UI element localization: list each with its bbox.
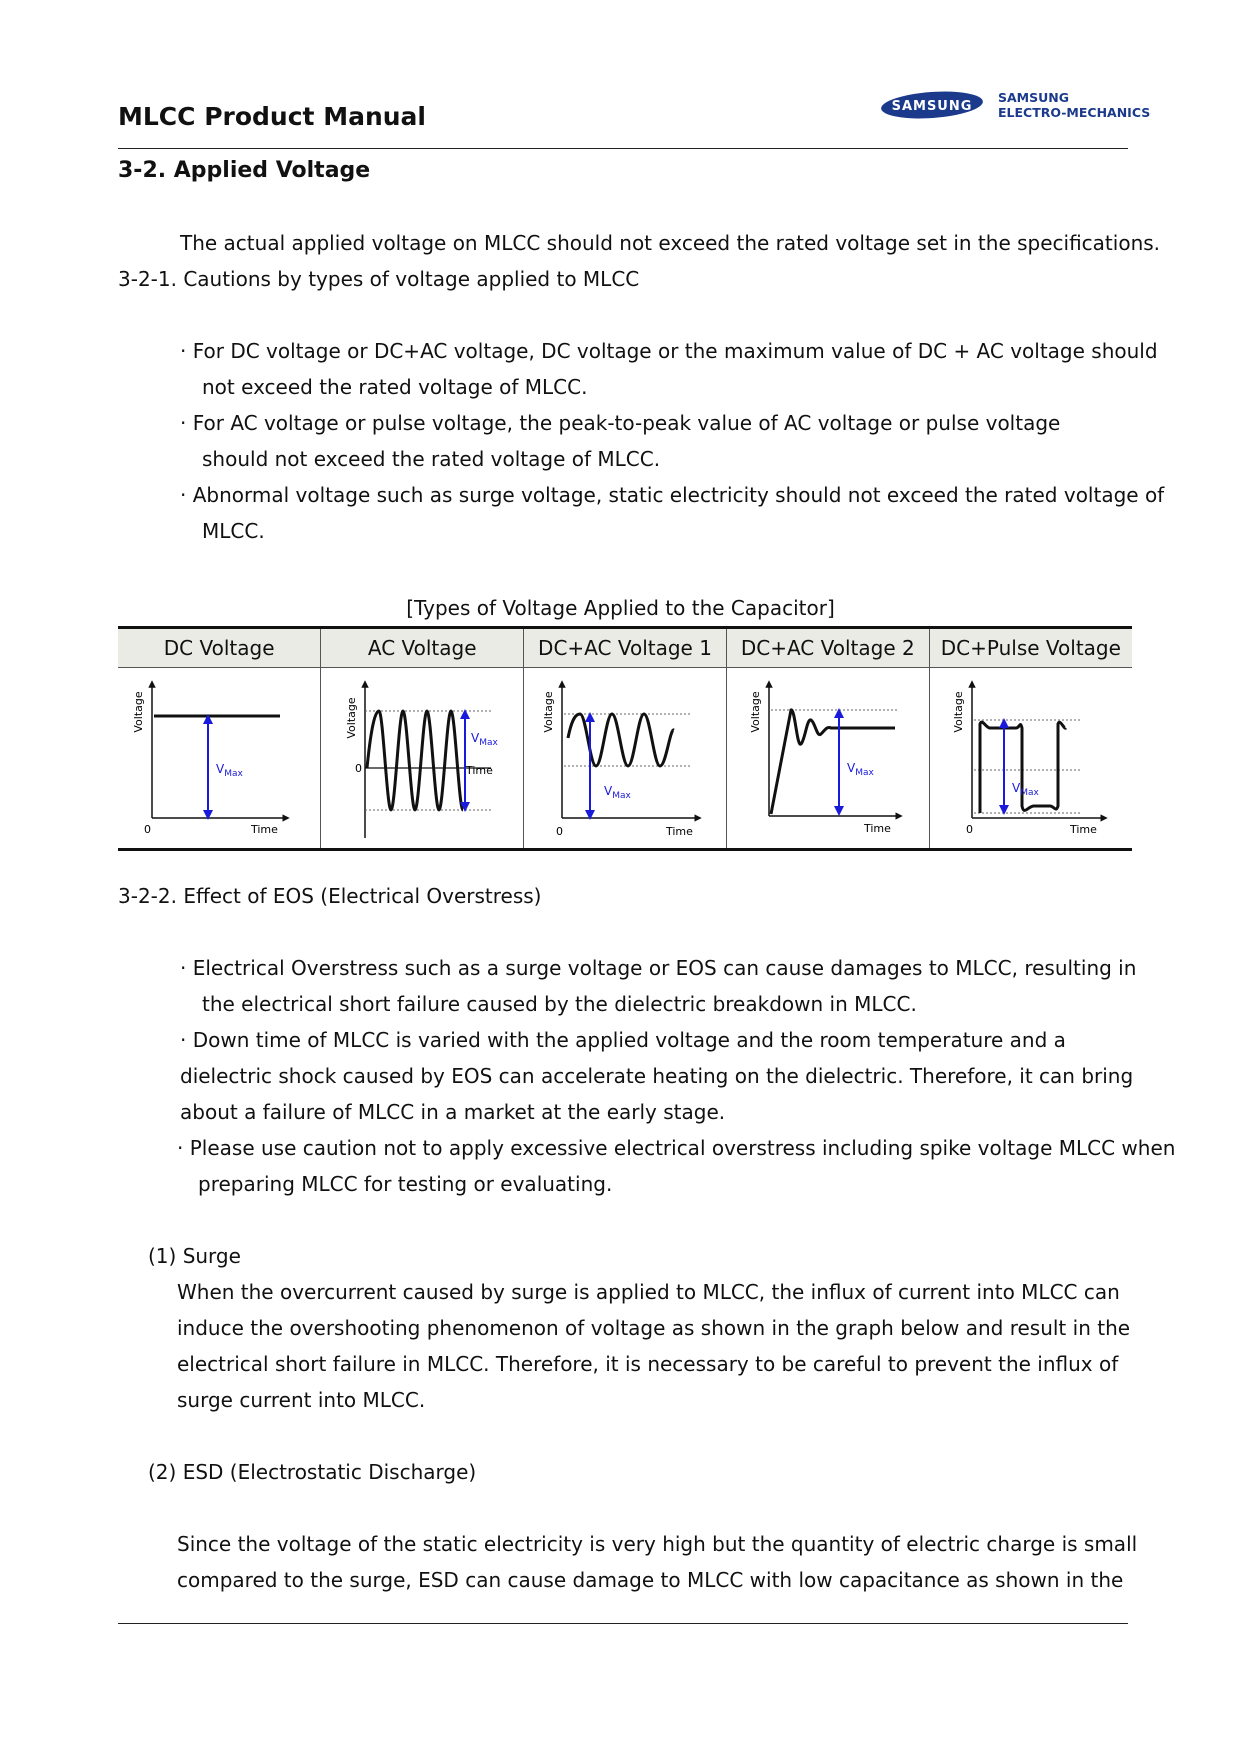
header-dcac1: DC+AC Voltage 1 [524,628,727,668]
subsection-heading-3-2-1: 3-2-1. Cautions by types of voltage applied to MLCC [118,267,640,291]
y-axis-label: Voltage [542,691,556,733]
esd-line-1: Since the voltage of the static electricity is very high but the quantity of electric charge is small [177,1532,1138,1556]
eos-line-4: dielectric shock caused by EOS can accelerate heating on the dielectric. Therefore, it can bring [180,1064,1134,1088]
dcac1-voltage-graph [524,668,726,848]
intro-paragraph: The actual applied voltage on MLCC should not exceed the rated voltage set in the specifications. [180,231,1161,255]
eos-line-7: preparing MLCC for testing or evaluating. [198,1172,613,1196]
cell-dc [118,668,321,850]
table-header-row [118,628,1132,668]
surge-line-1: When the overcurrent caused by surge is applied to MLCC, the influx of current into MLCC can [177,1280,1120,1304]
bullet-abnormal: · Abnormal voltage such as surge voltage, static electricity should not exceed the rated voltage of [180,483,1165,507]
section-title: 3-2. Applied Voltage [118,158,371,183]
x-axis-label: Time [1069,823,1097,836]
bullet-dc: · For DC voltage or DC+AC voltage, DC voltage or the maximum value of DC + AC voltage should [180,339,1158,363]
header-dc: DC Voltage [118,628,321,668]
cell-dcpulse [929,668,1132,850]
x-axis-label: Time [666,825,694,838]
logo-company-name [998,90,1150,120]
cell-dcac2 [726,668,929,850]
origin-label: 0 [144,823,151,836]
logo-oval-text: SAMSUNG [891,99,973,114]
voltage-types-table [118,626,1132,851]
logo-line-2: ELECTRO-MECHANICS [998,105,1151,120]
footer-divider [118,1623,1128,1624]
header-divider [118,148,1128,149]
pulse-wave [980,722,1066,813]
dcpulse-voltage-graph [930,668,1132,848]
bullet-ac: · For AC voltage or pulse voltage, the peak-to-peak value of AC voltage or pulse voltage [180,411,1061,435]
vmax-label: $V_{Max}$ [604,784,631,801]
origin-label: 0 [556,825,564,838]
x-axis-label: Time [863,822,891,835]
esd-line-2: compared to the surge, ESD can cause damage to MLCC with low capacitance as shown in the [177,1568,1124,1592]
x-axis-label: Time [251,823,278,836]
x-axis-label: Time [466,764,494,777]
esd-heading: (2) ESD (Electrostatic Discharge) [148,1460,477,1484]
header-dcac2: DC+AC Voltage 2 [726,628,929,668]
vmax-label: $V_{Max}$ [846,761,874,778]
dcac2-wave [771,710,895,814]
bullet-abnormal-cont: MLCC. [202,519,265,543]
origin-label: 0 [355,762,363,775]
samsung-logo [880,90,984,120]
cell-ac [321,668,524,850]
subsection-heading-3-2-2: 3-2-2. Effect of EOS (Electrical Overstress) [118,884,542,908]
y-axis-label: Voltage [951,691,965,733]
eos-line-6: · Please use caution not to apply excessive electrical overstress including spike voltage MLCC when [177,1136,1176,1160]
y-axis-label: Voltage [345,697,359,739]
cell-dcac1 [524,668,727,850]
vmax-label: $V_{Max}$ [216,762,243,779]
eos-line-1: · Electrical Overstress such as a surge voltage or EOS can cause damages to MLCC, resulting in [180,956,1137,980]
eos-line-5: about a failure of MLCC in a market at the early stage. [180,1100,726,1124]
dcac-wave [568,714,674,766]
vmax-label: $V_{Max}$ [471,731,499,748]
surge-heading: (1) Surge [148,1244,241,1268]
vmax-label: $V_{Max}$ [1011,781,1039,798]
surge-line-3: electrical short failure in MLCC. Therefore, it is necessary to be careful to prevent the influx of [177,1352,1119,1376]
eos-line-3: · Down time of MLCC is varied with the applied voltage and the room temperature and a [180,1028,1066,1052]
logo-line-1: SAMSUNG [998,90,1069,105]
ac-voltage-graph [321,668,523,848]
surge-line-2: induce the overshooting phenomenon of voltage as shown in the graph below and result in the [177,1316,1131,1340]
ac-wave [367,711,463,810]
y-axis-label: Voltage [748,691,762,733]
eos-line-2: the electrical short failure caused by the dielectric breakdown in MLCC. [202,992,917,1016]
y-axis-label: Voltage [132,691,145,733]
header-ac: AC Voltage [321,628,524,668]
header-dcpulse: DC+Pulse Voltage [929,628,1132,668]
table-caption: [Types of Voltage Applied to the Capacitor] [406,596,835,620]
table-graph-row [118,668,1132,850]
surge-line-4: surge current into MLCC. [177,1388,426,1412]
bullet-dc-cont: not exceed the rated voltage of MLCC. [202,375,588,399]
origin-label: 0 [965,823,973,836]
page-header-title: MLCC Product Manual [118,102,426,131]
dcac2-voltage-graph [727,668,929,848]
dc-voltage-graph [118,668,320,848]
bullet-ac-cont: should not exceed the rated voltage of MLCC. [202,447,661,471]
